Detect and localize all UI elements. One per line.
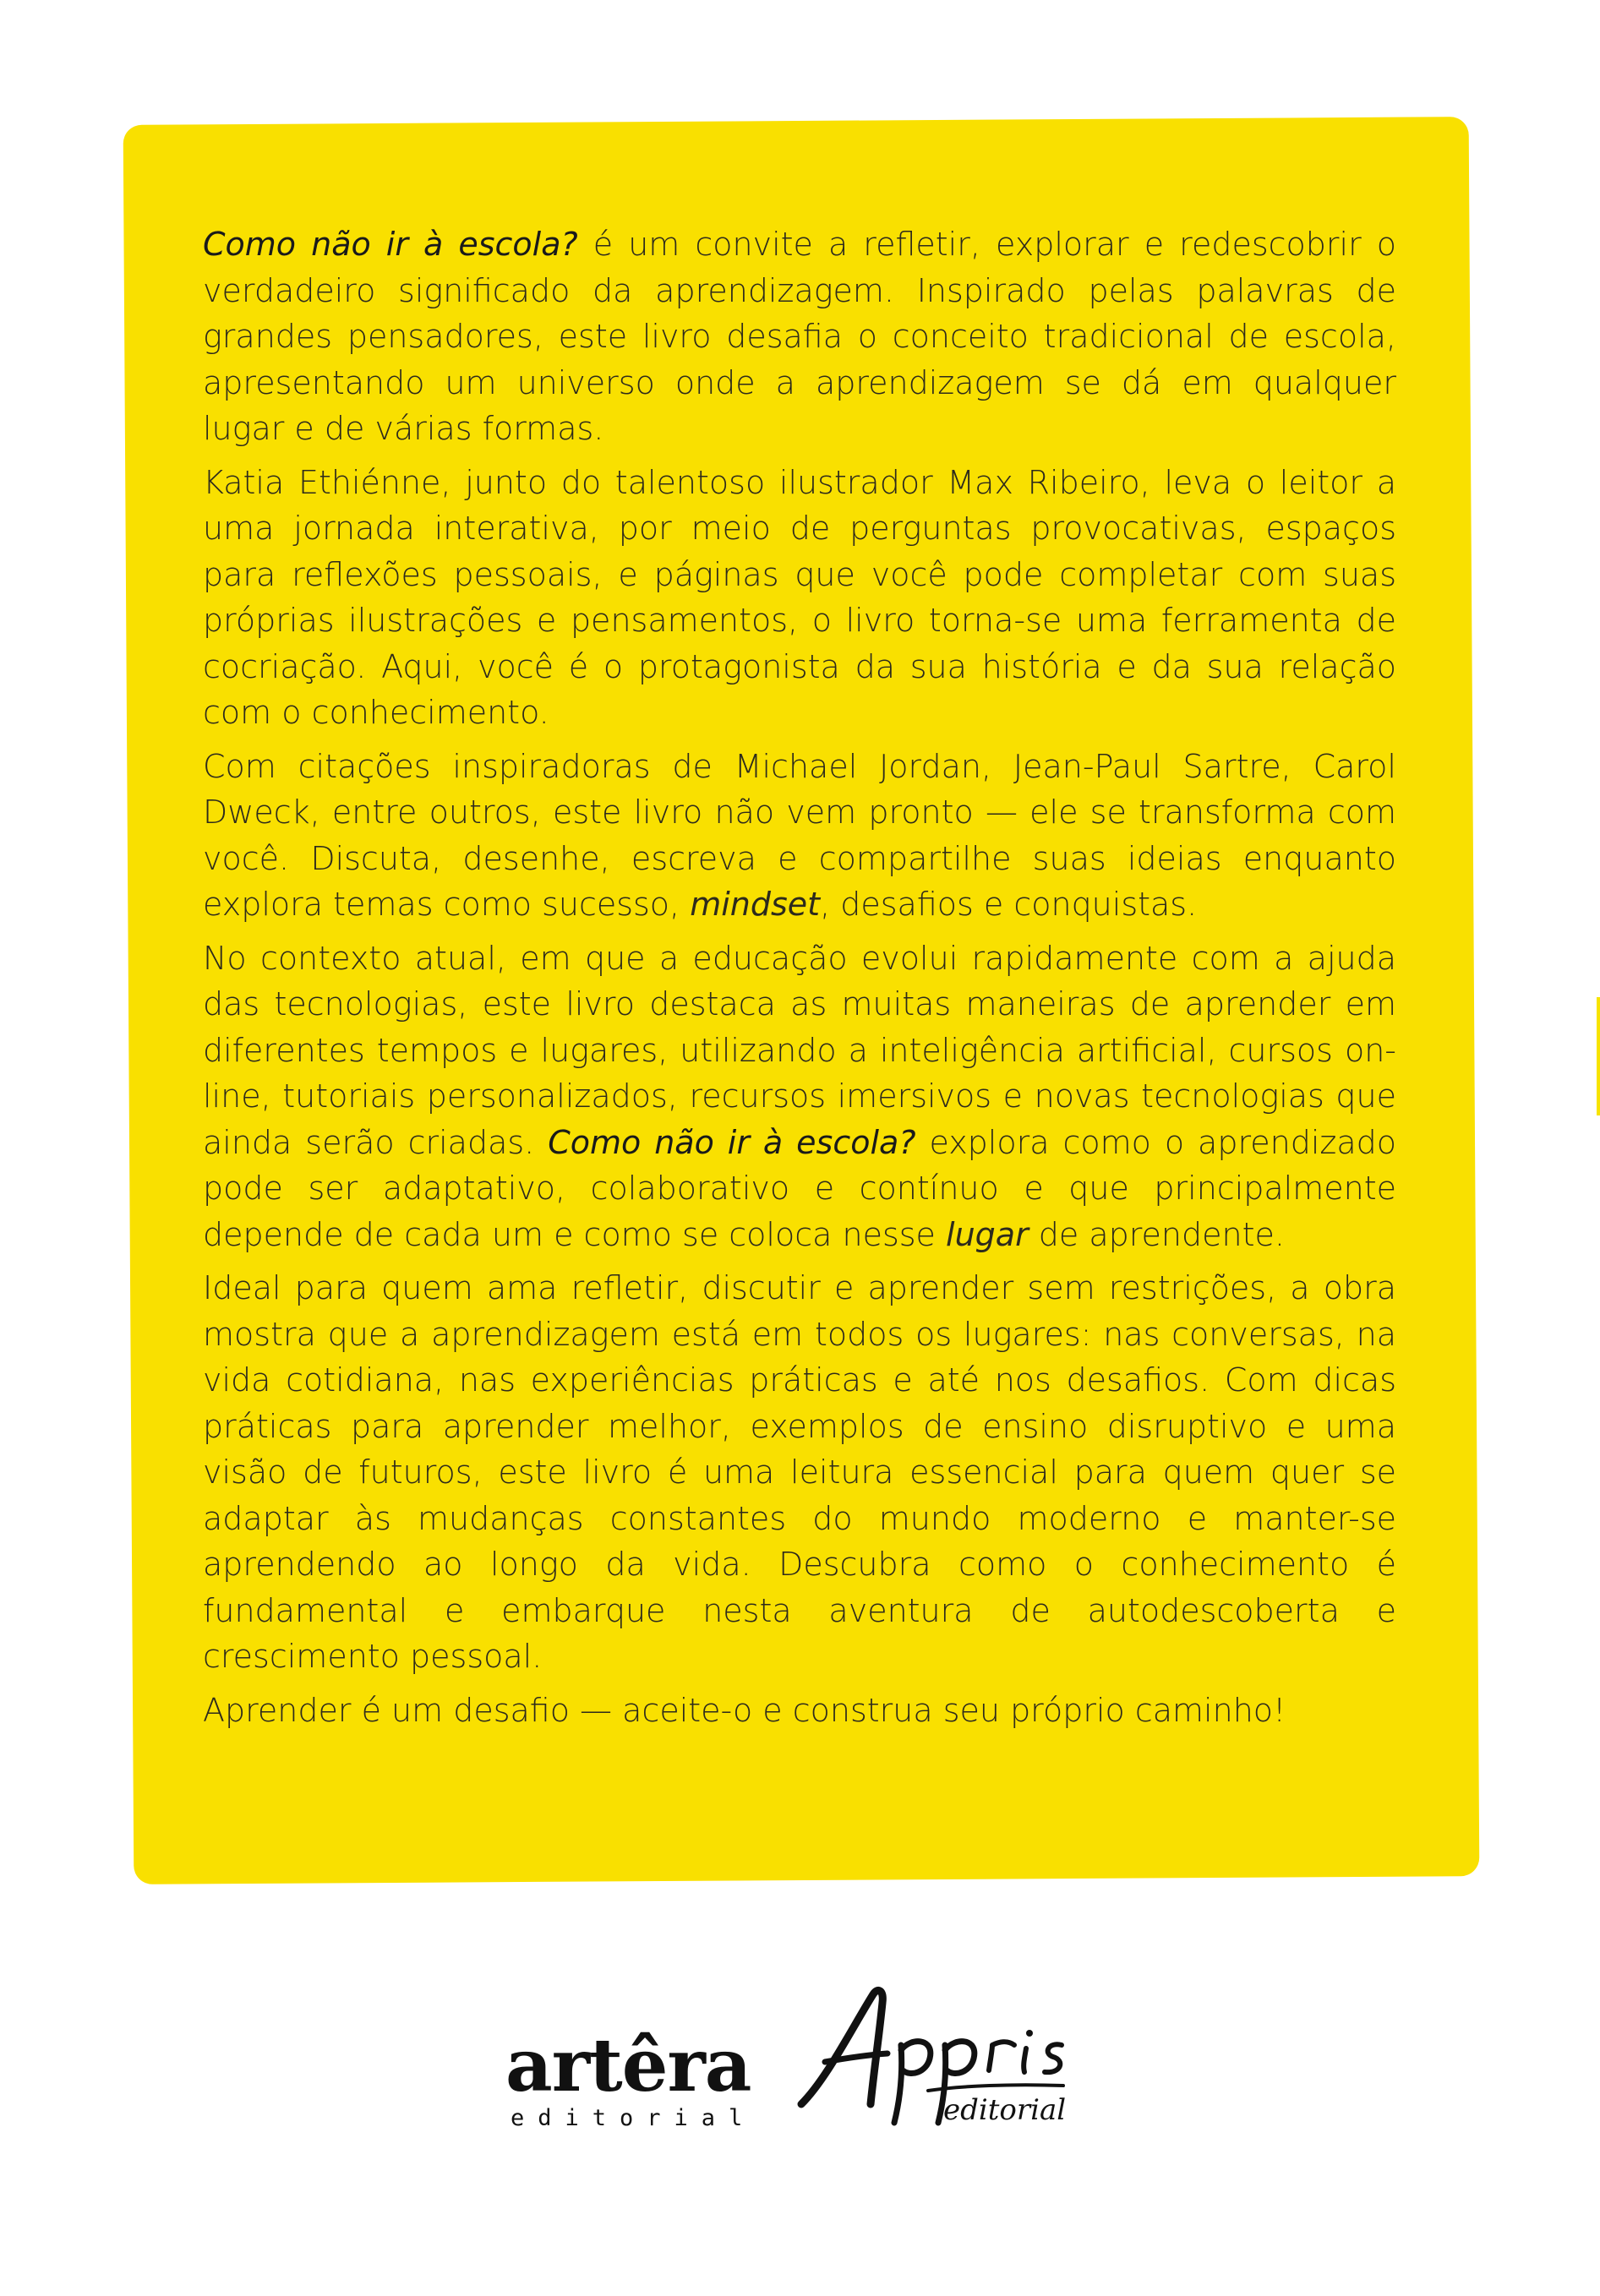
synopsis-text [203, 221, 1396, 1741]
paragraph-text: Aprender é um desafio — aceite-o e construa seu próprio caminho! [203, 1691, 1286, 1729]
paragraph-text: Com citações inspiradoras de Michael Jordan, Jean-Paul Sartre, Carol Dweck, entre outros, este livro não vem pronto — ele se transforma com você. Discuta, desenhe, escreva e compartilhe suas ideias enquanto explora temas como sucesso, [203, 747, 1396, 923]
artera-wordmark: artêra [505, 2023, 751, 2108]
synopsis-paragraph [203, 460, 1396, 736]
synopsis-paragraph [203, 744, 1396, 928]
artera-logo [505, 2024, 759, 2142]
appris-subtitle: editorial [943, 2093, 1067, 2127]
edge-accent-line [1597, 997, 1600, 1115]
artera-subtitle: editorial [511, 2105, 756, 2131]
italic-term: mindset [690, 886, 821, 923]
synopsis-paragraph [203, 1688, 1396, 1734]
paragraph-text: , desafios e conquistas. [820, 886, 1198, 923]
paragraph-text: Katia Ethiénne, junto do talentoso ilustrador Max Ribeiro, leva o leitor a uma jornada interativa, por meio de perguntas provocativas, espaços para reflexões pessoais, e páginas que você pode completar com suas próprias ilustrações e pensamentos, o livro torna-se uma ferramenta de cocriação. Aqui, você é o protagonista da sua história e da sua relação com o conhecimento. [203, 463, 1396, 731]
book-title-mention: Como não ir à escola? [203, 226, 578, 263]
italic-term: lugar [946, 1215, 1029, 1253]
synopsis-paragraph [203, 1265, 1396, 1680]
paragraph-text: No contexto atual, em que a educação evolui rapidamente com a ajuda das tecnologias, este livro destaca as muitas maneiras de aprender em diferentes tempos e lugares, utilizando a inteligência artificial, cursos on-line, tutoriais personalizados, recursos imersivos e novas tecnologias que ainda serão criadas. [203, 939, 1396, 1161]
paragraph-text: de aprendente. [1028, 1215, 1285, 1253]
book-title-mention: Como não ir à escola? [548, 1123, 916, 1161]
appris-logo [793, 1977, 1097, 2130]
paragraph-text: Ideal para quem ama refletir, discutir e aprender sem restrições, a obra mostra que a aprendizagem está em todos os lugares: nas conversas, na vida cotidiana, nas experiências práticas e até nos desafios. Com dicas práticas para aprender melhor, exemplos de ensino disruptivo e uma visão de futuros, este livro é uma leitura essencial para quem quer se adaptar às mudanças constantes do mundo moderno e manter-se aprendendo ao longo da vida. Descubra como o conhecimento é fundamental e embarque nesta aventura de autodescoberta e crescimento pessoal. [203, 1269, 1396, 1675]
paragraph-text: é um convite a refletir, explorar e redescobrir o verdadeiro significado da aprendizagem. Inspirado pelas palavras de grandes pensadores, este livro desafia o conceito tradicional de escola, apresentando um universo onde a aprendizagem se dá em qualquer lugar e de várias formas. [203, 226, 1396, 447]
publisher-logos [0, 1977, 1600, 2163]
synopsis-paragraph [203, 221, 1396, 452]
synopsis-paragraph [203, 935, 1396, 1258]
paragraph-text: explora como o aprendizado pode ser adaptativo, colaborativo e contínuo e que principalmente depende de cada um e como se coloca nesse [203, 1123, 1396, 1253]
